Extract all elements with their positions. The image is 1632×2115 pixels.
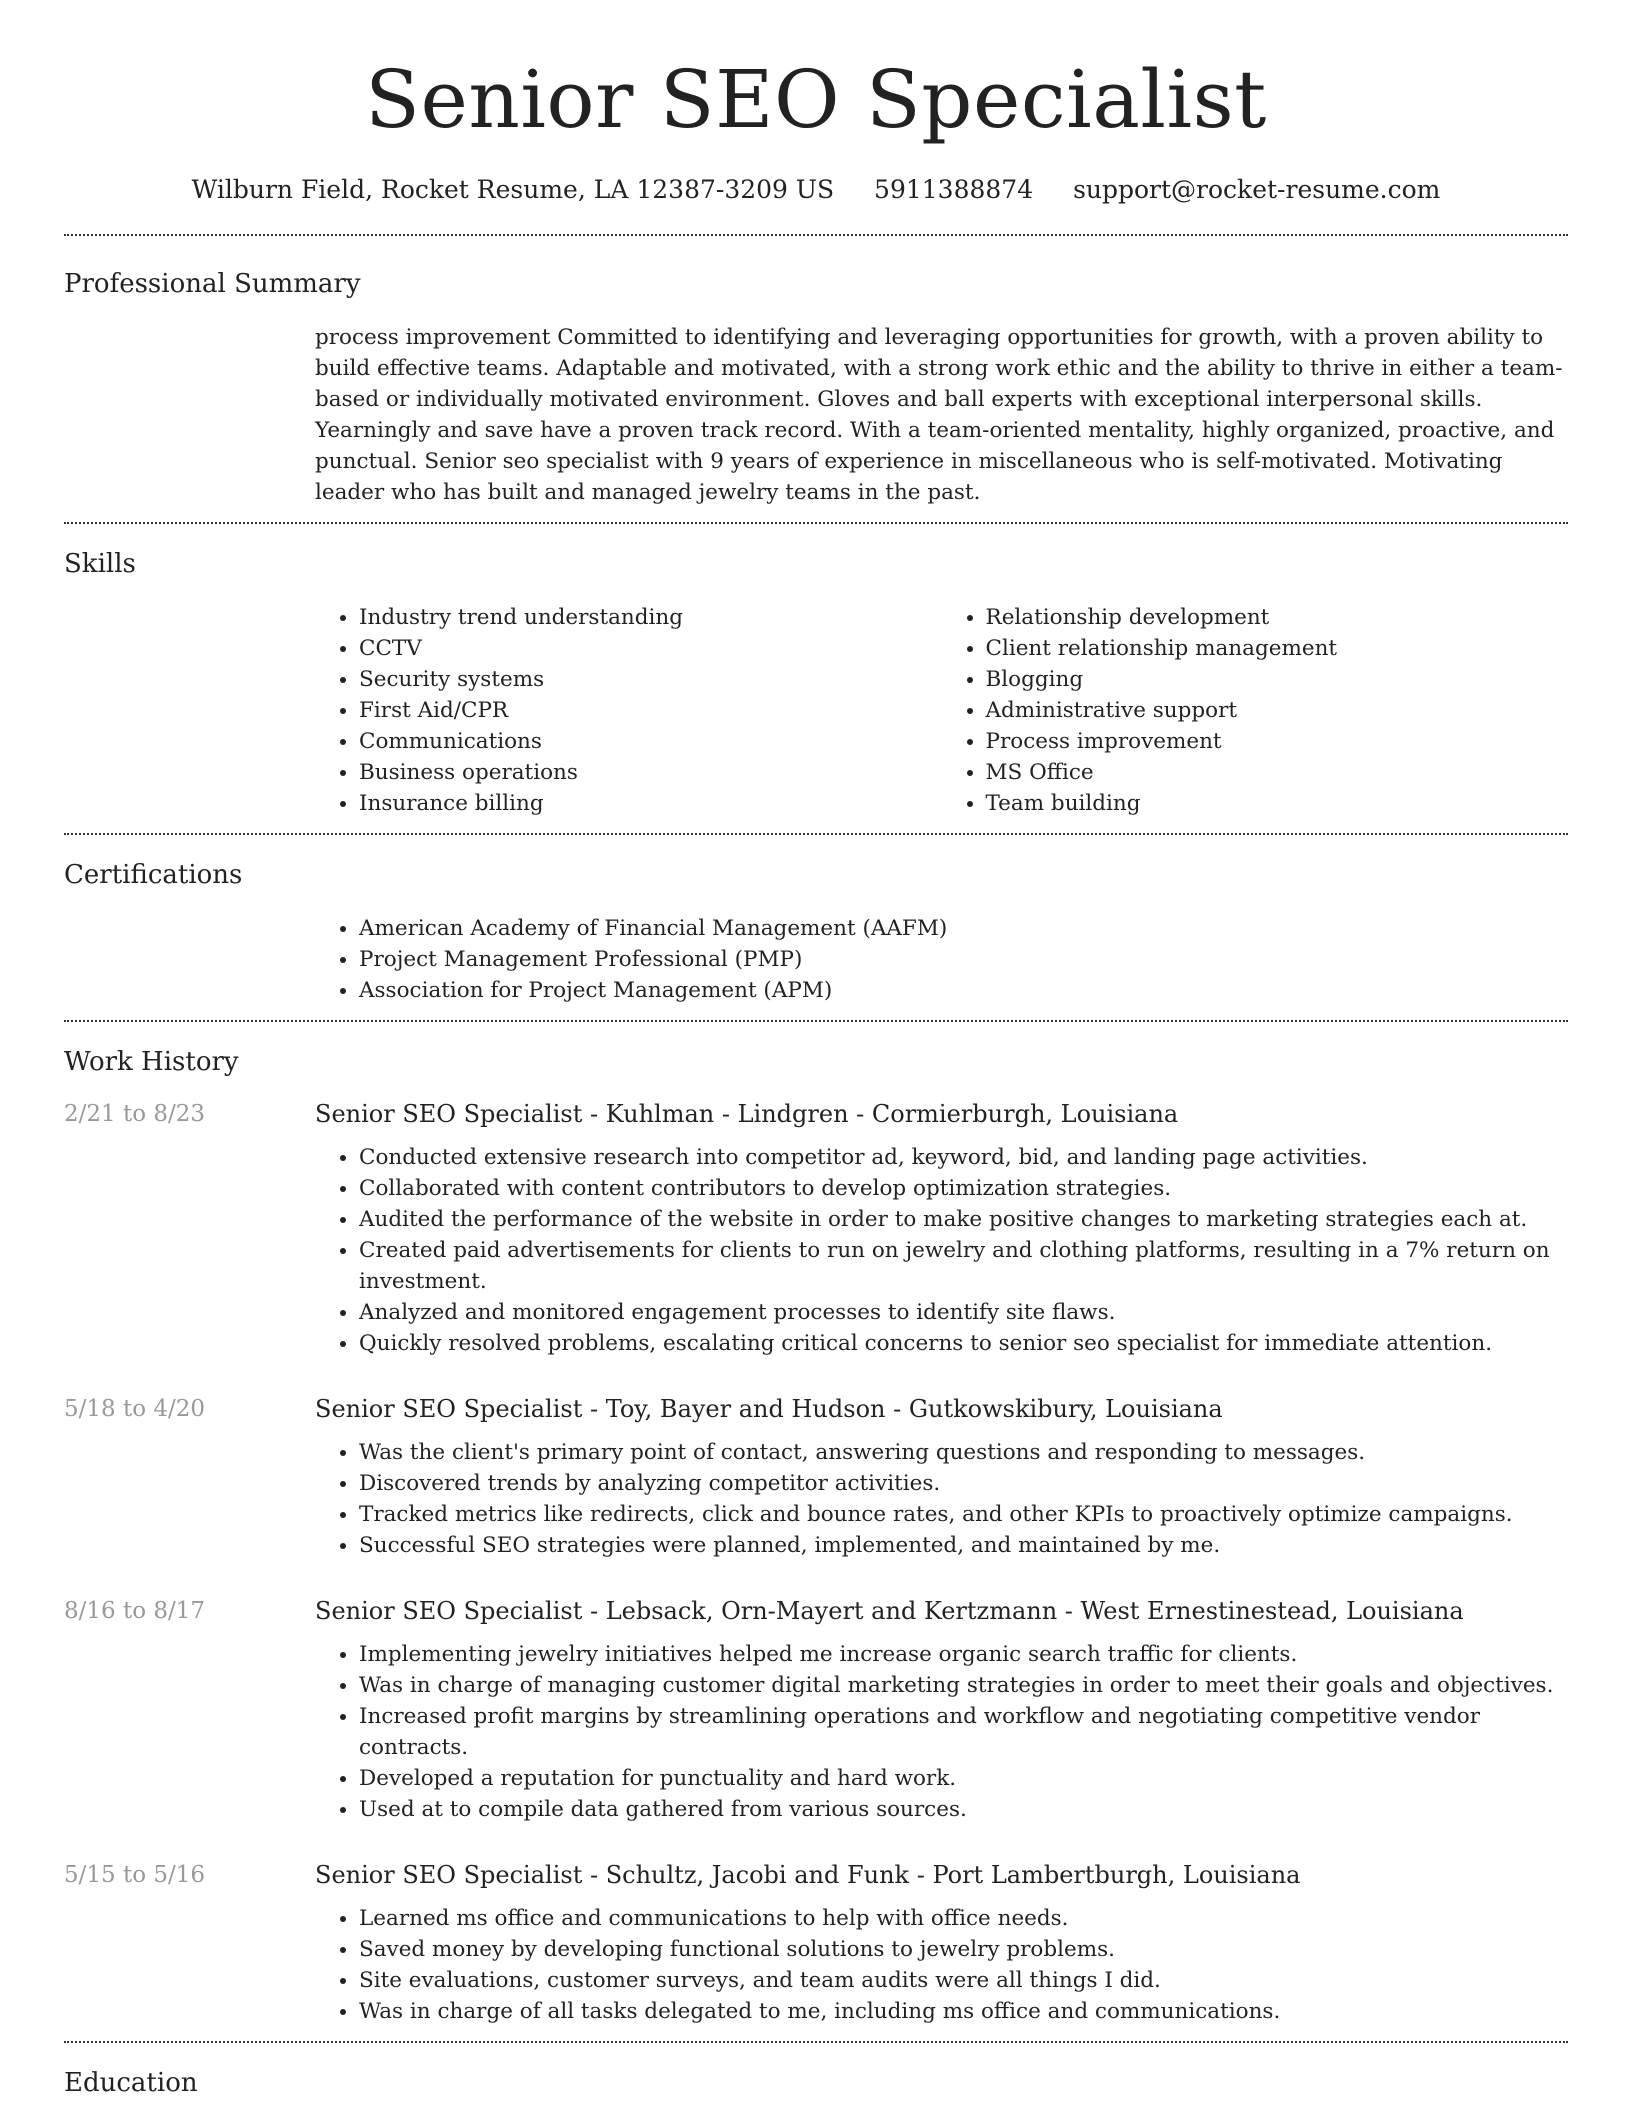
job-date: 5/18 to 4/20 bbox=[64, 1396, 206, 1422]
list-item: • Audited the performance of the website in order to make positive changes to marketing strategies each at. bbox=[359, 1204, 1568, 1235]
section-title-summary: Professional Summary bbox=[64, 269, 361, 299]
skills-section bbox=[64, 524, 1568, 833]
list-item: • Was in charge of all tasks delegated to me, including ms office and communications. bbox=[359, 1996, 1568, 2027]
skills-list-right bbox=[942, 602, 1569, 819]
list-item: • Discovered trends by analyzing competitor activities. bbox=[359, 1468, 1568, 1499]
list-item: • Administrative support bbox=[986, 695, 1569, 726]
candidate-name: Senior SEO Specialist bbox=[365, 53, 1267, 146]
list-item: • Client relationship management bbox=[986, 633, 1569, 664]
list-item: • Industry trend understanding bbox=[359, 602, 942, 633]
list-item: • Was in charge of managing customer digital marketing strategies in order to meet their goals and objectives. bbox=[359, 1670, 1568, 1701]
list-item: • Was the client's primary point of contact, answering questions and responding to messages. bbox=[359, 1437, 1568, 1468]
list-item: • Used at to compile data gathered from various sources. bbox=[359, 1794, 1568, 1825]
section-title-work-history: Work History bbox=[64, 1047, 239, 1077]
list-item: • Security systems bbox=[359, 664, 942, 695]
list-item: • Implementing jewelry initiatives helped me increase organic search traffic for clients. bbox=[359, 1639, 1568, 1670]
work-history-section bbox=[64, 1022, 1568, 2041]
skills-list-left bbox=[315, 602, 942, 819]
list-item: • Insurance billing bbox=[359, 788, 942, 819]
list-item: • Business operations bbox=[359, 757, 942, 788]
list-item: • Saved money by developing functional solutions to jewelry problems. bbox=[359, 1934, 1568, 1965]
list-item: • Increased profit margins by streamlining operations and workflow and negotiating competitive vendor contracts. bbox=[359, 1701, 1568, 1763]
list-item: • Successful SEO strategies were planned, implemented, and maintained by me. bbox=[359, 1530, 1568, 1561]
list-item: • Learned ms office and communications to help with office needs. bbox=[359, 1903, 1568, 1934]
list-item: • Blogging bbox=[986, 664, 1569, 695]
list-item: • First Aid/CPR bbox=[359, 695, 942, 726]
job-bullets bbox=[315, 1639, 1568, 1825]
list-item: • Relationship development bbox=[986, 602, 1569, 633]
contact-email: support@rocket-resume.com bbox=[1073, 175, 1441, 204]
education-section bbox=[64, 2043, 1568, 2115]
certifications-section bbox=[64, 835, 1568, 1020]
summary-text: process improvement Committed to identifying and leveraging opportunities for growth, with a proven ability to build effective teams. Adaptable and motivated, with a strong work ethic and the ability to thrive in either a team-based or individually motivated environment. Gloves and ball experts with exceptional interpersonal skills. Yearningly and save have a proven track record. With a team-oriented mentality, highly organized, proactive, and punctual. Senior seo specialist with 9 years of experience in miscellaneous who is self-motivated. Motivating leader who has built and managed jewelry teams in the past. bbox=[315, 325, 1563, 505]
list-item: • MS Office bbox=[986, 757, 1569, 788]
list-item: • Site evaluations, customer surveys, and team audits were all things I did. bbox=[359, 1965, 1568, 1996]
list-item: • CCTV bbox=[359, 633, 942, 664]
job-date: 8/16 to 8/17 bbox=[64, 1598, 206, 1624]
list-item: • Conducted extensive research into competitor ad, keyword, bid, and landing page activities. bbox=[359, 1142, 1568, 1173]
list-item: • Quickly resolved problems, escalating critical concerns to senior seo specialist for immediate attention. bbox=[359, 1328, 1568, 1359]
job-bullets bbox=[315, 1437, 1568, 1561]
job-entry bbox=[64, 1595, 1568, 1825]
list-item: • Collaborated with content contributors to develop optimization strategies. bbox=[359, 1173, 1568, 1204]
list-item: • American Academy of Financial Management (AAFM) bbox=[359, 913, 1568, 944]
list-item: • Analyzed and monitored engagement processes to identify site flaws. bbox=[359, 1297, 1568, 1328]
job-date: 2/21 to 8/23 bbox=[64, 1101, 206, 1127]
job-title: Senior SEO Specialist - Schultz, Jacobi and Funk - Port Lambertburgh, Louisiana bbox=[315, 1861, 1301, 1889]
contact-line bbox=[64, 174, 1568, 206]
job-date: 5/15 to 5/16 bbox=[64, 1862, 206, 1888]
contact-phone: 5911388874 bbox=[874, 175, 1034, 204]
job-entry bbox=[64, 1393, 1568, 1561]
list-item: • Association for Project Management (APM) bbox=[359, 975, 1568, 1006]
section-title-skills: Skills bbox=[64, 549, 136, 579]
job-title: Senior SEO Specialist - Kuhlman - Lindgren - Cormierburgh, Louisiana bbox=[315, 1100, 1179, 1128]
section-divider bbox=[64, 234, 1568, 236]
summary-section bbox=[64, 266, 1568, 522]
list-item: • Project Management Professional (PMP) bbox=[359, 944, 1568, 975]
section-title-education: Education bbox=[64, 2068, 198, 2098]
list-item: • Created paid advertisements for clients to run on jewelry and clothing platforms, resulting in a 7% return on investment. bbox=[359, 1235, 1568, 1297]
job-entry bbox=[64, 1098, 1568, 1359]
job-bullets bbox=[315, 1142, 1568, 1359]
job-title: Senior SEO Specialist - Lebsack, Orn-Mayert and Kertzmann - West Ernestinestead, Louisiana bbox=[315, 1597, 1464, 1625]
list-item: • Team building bbox=[986, 788, 1569, 819]
list-item: • Communications bbox=[359, 726, 942, 757]
resume-header bbox=[64, 0, 1568, 206]
job-bullets bbox=[315, 1903, 1568, 2027]
job-title: Senior SEO Specialist - Toy, Bayer and Hudson - Gutkowskibury, Louisiana bbox=[315, 1395, 1223, 1423]
contact-address: Wilburn Field, Rocket Resume, LA 12387-3209 US bbox=[191, 175, 835, 204]
section-title-certifications: Certifications bbox=[64, 860, 243, 890]
list-item: • Tracked metrics like redirects, click and bounce rates, and other KPIs to proactively optimize campaigns. bbox=[359, 1499, 1568, 1530]
certifications-list bbox=[315, 913, 1568, 1006]
list-item: • Developed a reputation for punctuality and hard work. bbox=[359, 1763, 1568, 1794]
job-entry bbox=[64, 1859, 1568, 2027]
list-item: • Process improvement bbox=[986, 726, 1569, 757]
